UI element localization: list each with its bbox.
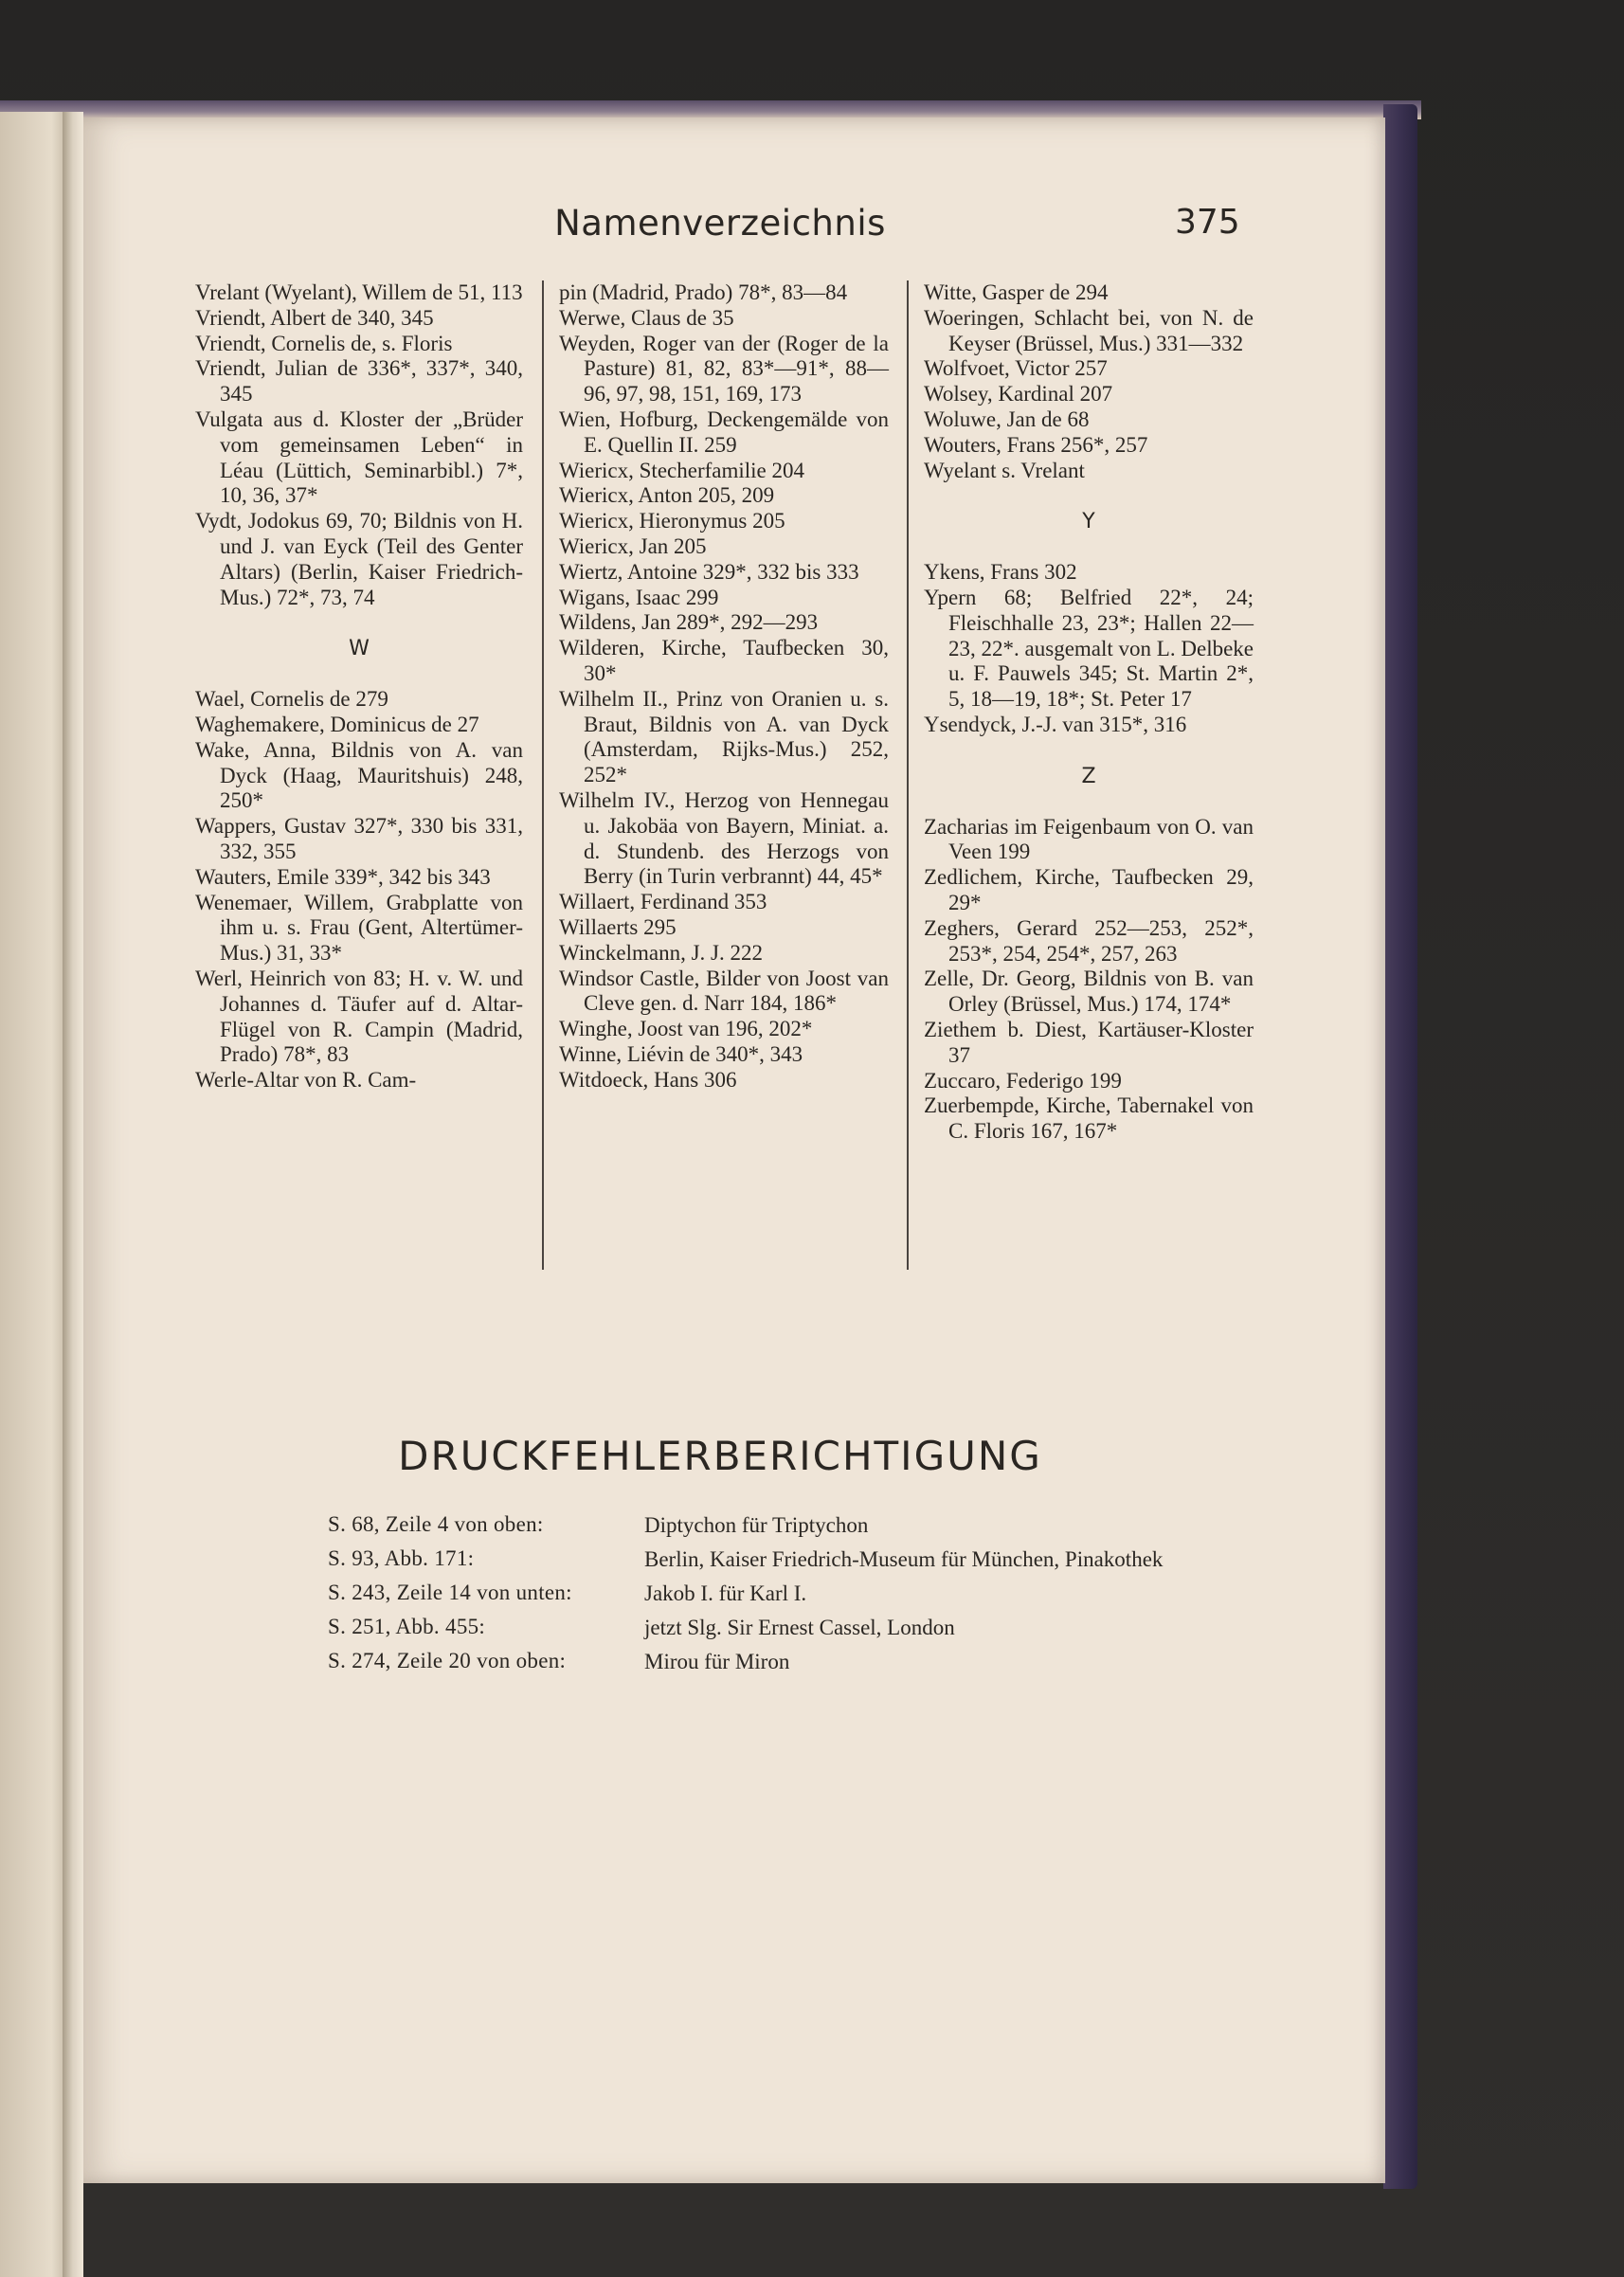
index-entry: Vydt, Jodokus 69, 70; Bildnis von H. und J. van Eyck (Teil des Genter Altars) (Berlin, Kaiser Friedrich-Mus.) 72*, 73, 74	[195, 509, 523, 609]
index-entry: Wyelant s. Vrelant	[924, 458, 1085, 482]
index-entry: Wolsey, Kardinal 207	[924, 382, 1113, 407]
index-entry: Wilhelm IV., Herzog von Hennegau u. Jakobäa von Bayern, Miniat. a. d. Stundenb. des Herzogs von Berry (in Turin verbrannt) 44, 45*	[559, 787, 889, 889]
running-head-title: Namenverzeichnis	[554, 203, 886, 244]
index-entry: Werl, Heinrich von 83; H. v. W. und Johannes d. Täufer auf d. Altar-Flügel von R. Campin (Madrid, Prado) 78*, 83	[195, 966, 523, 1067]
index-entry: Witdoeck, Hans 306	[559, 1067, 737, 1092]
index-entry: Waghemakere, Dominicus de 27	[195, 712, 479, 736]
index-section-letter: Y	[1082, 510, 1095, 534]
errata-reference: S. 274, Zeile 20 von oben:	[328, 1649, 567, 1672]
index-entry: Wilderen, Kirche, Taufbecken 30, 30*	[559, 636, 889, 685]
index-column-2	[559, 280, 889, 1093]
index-entry: Vriendt, Cornelis de, s. Floris	[195, 331, 453, 355]
index-entry: Zuccaro, Federigo 199	[924, 1068, 1122, 1093]
book-gutter	[63, 112, 83, 2277]
errata-heading: DRUCKFEHLERBERICHTIGUNG	[398, 1433, 1042, 1479]
index-entry: Werle-Altar von R. Cam-	[195, 1068, 417, 1093]
errata-row	[328, 1581, 1218, 1607]
index-entry: pin (Madrid, Prado) 78*, 83—84	[559, 280, 848, 304]
index-entry: Wappers, Gustav 327*, 330 bis 331, 332, 355	[195, 814, 523, 863]
errata-row	[328, 1615, 1218, 1641]
index-entry: Woluwe, Jan de 68	[924, 407, 1090, 431]
index-entry: Wauters, Emile 339*, 342 bis 343	[195, 864, 491, 889]
errata-correction: Berlin, Kaiser Friedrich-Museum für München, Pinakothek	[644, 1547, 1164, 1571]
index-entry: Wenemaer, Willem, Grabplatte von ihm u. s. Frau (Gent, Altertümer-Mus.) 31, 33*	[195, 890, 523, 966]
errata-row	[328, 1512, 1218, 1539]
errata-reference: S. 68, Zeile 4 von oben:	[328, 1512, 544, 1536]
index-entry: Wael, Cornelis de 279	[195, 687, 388, 712]
index-entry: Zeghers, Gerard 252—253, 252*, 253*, 254, 254*, 257, 263	[924, 915, 1254, 966]
index-entry: Witte, Gasper de 294	[924, 280, 1109, 304]
errata-list	[328, 1512, 1218, 1683]
index-entry: Wouters, Frans 256*, 257	[924, 432, 1148, 457]
index-entry: Zelle, Dr. Georg, Bildnis von B. van Orley (Brüssel, Mus.) 174, 174*	[924, 967, 1254, 1017]
index-entry: Zacharias im Feigenbaum von O. van Veen 199	[924, 814, 1254, 864]
errata-correction: jetzt Slg. Sir Ernest Cassel, London	[644, 1616, 955, 1639]
index-entry: Ypern 68; Belfried 22*, 24; Fleischhalle 23, 23*; Hallen 22—23, 22*. ausgemalt von L. Delbeke u. F. Pauwels 345; St. Martin 2*, 5, 18—19, 18*; St. Peter 17	[924, 585, 1254, 712]
book-cover-edge	[1383, 104, 1417, 2189]
book-top-edge	[0, 100, 1421, 119]
errata-correction: Jakob I. für Karl I.	[644, 1581, 807, 1605]
errata-correction: Diptychon für Triptychon	[644, 1513, 869, 1537]
index-entry: Wake, Anna, Bildnis von A. van Dyck (Haag, Mauritshuis) 248, 250*	[195, 737, 523, 813]
index-entry: Ysendyck, J.-J. van 315*, 316	[924, 712, 1187, 736]
index-entry: Vrelant (Wyelant), Willem de 51, 113	[195, 280, 523, 304]
page-number: 375	[1175, 203, 1240, 242]
index-entry: Ziethem b. Diest, Kartäuser-Kloster 37	[924, 1017, 1254, 1067]
index-entry: Wiericx, Hieronymus 205	[559, 509, 785, 533]
index-entry: Wolfvoet, Victor 257	[924, 356, 1108, 381]
column-rule	[542, 280, 544, 1270]
index-entry: Wiericx, Jan 205	[559, 533, 707, 558]
index-entry: Willaert, Ferdinand 353	[559, 890, 767, 914]
index-entry: Winghe, Joost van 196, 202*	[559, 1017, 813, 1041]
index-entry: Windsor Castle, Bilder von Joost van Cleve gen. d. Narr 184, 186*	[559, 966, 889, 1016]
index-entry: Wilhelm II., Prinz von Oranien u. s. Braut, Bildnis von A. van Dyck (Amsterdam, Rijks-Mus.) 252, 252*	[559, 686, 889, 787]
index-section-letter: W	[349, 637, 370, 661]
index-entry: Wien, Hofburg, Deckengemälde von E. Quellin II. 259	[559, 407, 889, 457]
index-entry: Zuerbempde, Kirche, Tabernakel von C. Floris 167, 167*	[924, 1093, 1254, 1144]
index-entry: Wiericx, Stecherfamilie 204	[559, 458, 804, 482]
index-section-letter: Z	[1081, 764, 1096, 788]
column-rule	[907, 280, 909, 1270]
index-entry: Winne, Liévin de 340*, 343	[559, 1041, 803, 1066]
index-entry: Vulgata aus d. Kloster der „Brüder vom gemeinsamen Leben“ in Léau (Lüttich, Seminarbibl.) 7*, 10, 36, 37*	[195, 407, 523, 508]
index-column-3	[924, 280, 1254, 1145]
errata-row	[328, 1649, 1218, 1675]
errata-reference: S. 251, Abb. 455:	[328, 1615, 486, 1638]
index-entry: Wiertz, Antoine 329*, 332 bis 333	[559, 559, 859, 584]
index-column-1	[195, 280, 523, 1093]
errata-row	[328, 1546, 1218, 1573]
errata-correction: Mirou für Miron	[644, 1650, 790, 1673]
index-entry: Wildens, Jan 289*, 292—293	[559, 610, 819, 635]
errata-reference: S. 93, Abb. 171:	[328, 1546, 475, 1570]
index-entry: Wiericx, Anton 205, 209	[559, 483, 775, 508]
index-entry: Wigans, Isaac 299	[559, 585, 719, 609]
index-entry: Werwe, Claus de 35	[559, 305, 734, 330]
index-entry: Willaerts 295	[559, 914, 677, 939]
index-entry: Weyden, Roger van der (Roger de la Pasture) 81, 82, 83*—91*, 88—96, 97, 98, 151, 169, 173	[559, 331, 889, 407]
index-entry: Winckelmann, J. J. 222	[559, 940, 763, 965]
index-entry: Zedlichem, Kirche, Taufbecken 29, 29*	[924, 865, 1254, 914]
errata-reference: S. 243, Zeile 14 von unten:	[328, 1581, 572, 1604]
index-entry: Vriendt, Albert de 340, 345	[195, 305, 434, 330]
index-entry: Ykens, Frans 302	[924, 560, 1077, 585]
index-entry: Vriendt, Julian de 336*, 337*, 340, 345	[195, 356, 523, 407]
index-entry: Woeringen, Schlacht bei, von N. de Keyser (Brüssel, Mus.) 331—332	[924, 305, 1254, 355]
